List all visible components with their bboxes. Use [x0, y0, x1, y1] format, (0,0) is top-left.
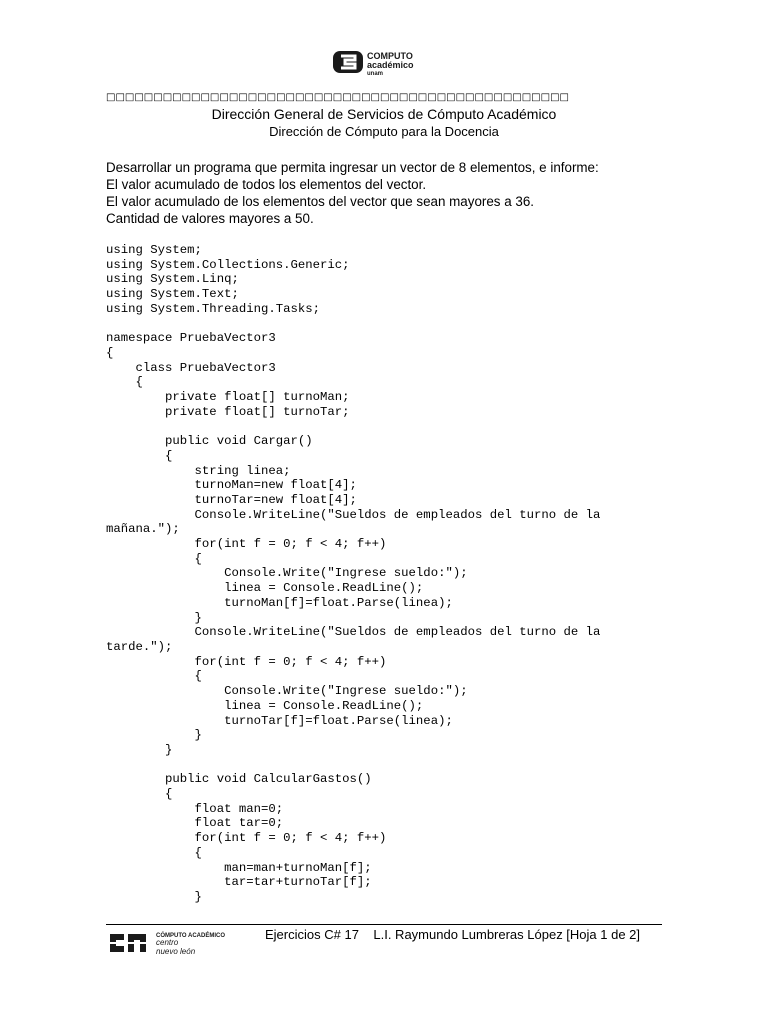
svg-text:nuevo león: nuevo león — [156, 947, 196, 956]
code-listing: using System; using System.Collections.Generic; using System.Linq; using System.Text; using System.Threading.Tasks; namespace PruebaVector3 { class PruebaVector3 { private float[] turnoMan; private float[] turnoTar; public void Cargar() { string linea; turnoMan=new float[4]; turnoTar=new float[4]; Console.WriteLine("Sueldos de empleados del turno de la mañana."); for(int f = 0; f < 4; f++) { Console.Write("Ingrese sueldo:"); linea = Console.ReadLine(); turnoMan[f]=float.Parse(linea); } Console.WriteLine("Sueldos de empleados del turno de la tarde."); for(int f = 0; f < 4; f++) { Console.Write("Ingrese sueldo:"); linea = Console.ReadLine(); turnoTar[f]=float.Parse(linea); } } public void CalcularGastos() { float man=0; float tar=0; for(int f = 0; f < 4; f++) { man=man+turnoMan[f]; tar=tar+turnoTar[f]; } — [106, 243, 601, 904]
svg-text:COMPUTO: COMPUTO — [367, 51, 413, 61]
svg-text:unam: unam — [367, 71, 384, 76]
svg-text:centro: centro — [156, 938, 179, 947]
intro-line: Cantidad de valores mayores a 50. — [106, 211, 314, 226]
intro-line: El valor acumulado de todos los elementos del vector. — [106, 177, 427, 192]
intro-line: El valor acumulado de los elementos del vector que sean mayores a 36. — [106, 194, 534, 209]
intro-line: Desarrollar un programa que permita ingresar un vector de 8 elementos, e informe: — [106, 160, 599, 175]
page-title: Dirección General de Servicios de Cómputo Académico — [211, 106, 557, 122]
exercise-description — [106, 159, 599, 227]
footer-divider — [106, 924, 662, 925]
computo-academico-centro-nuevo-leon-logo-icon — [108, 928, 228, 956]
computo-academico-unam-logo-icon — [331, 48, 443, 76]
svg-text:académico: académico — [367, 60, 414, 70]
page-subtitle: Dirección de Cómputo para la Docencia — [269, 124, 499, 139]
footer-text: Ejercicios C# 17 L.I. Raymundo Lumbreras López [Hoja 1 de 2] — [265, 927, 641, 942]
garbled-header-line: □□□□□□□□□□□□□□□□□□□□□□□□□□□□□□□□□□□□□□□□□□□□□□□□□ — [106, 92, 569, 103]
svg-text:CÓMPUTO ACADÉMICO: CÓMPUTO ACADÉMICO — [156, 933, 225, 939]
